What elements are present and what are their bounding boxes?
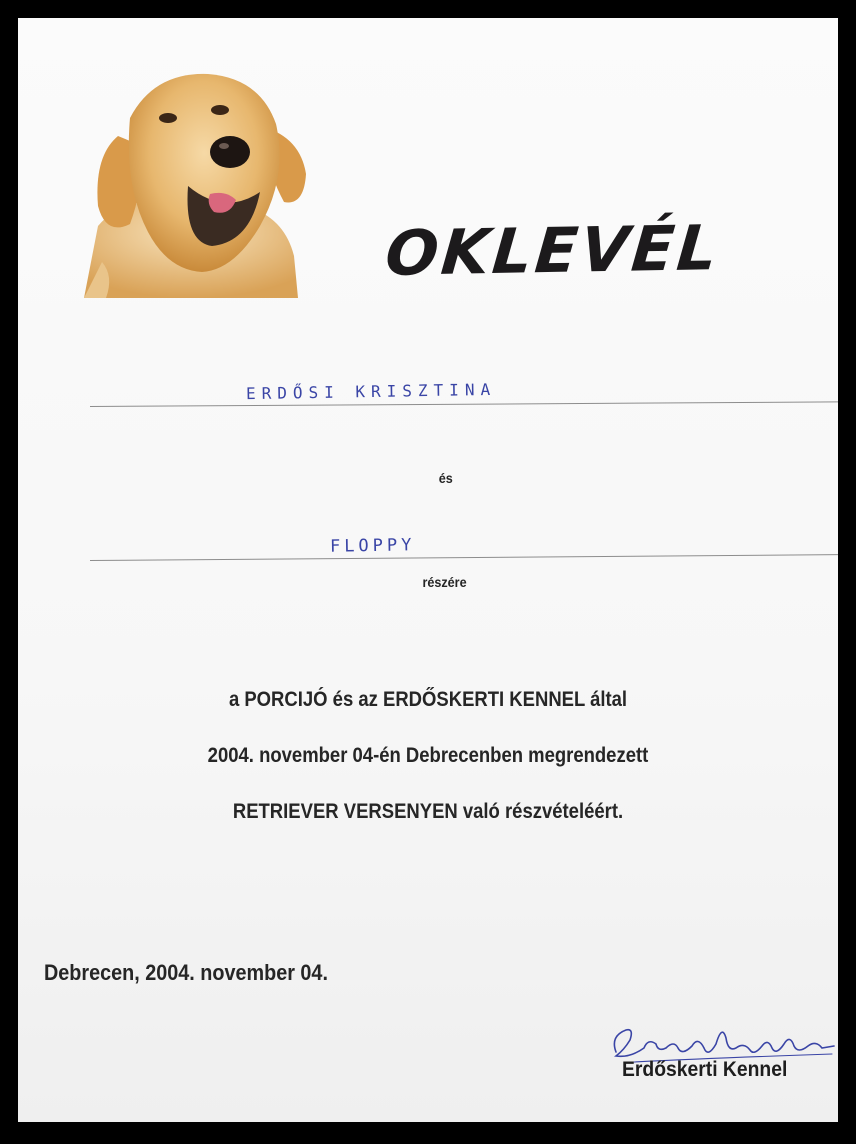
place-date: Debrecen, 2004. november 04. (44, 960, 328, 985)
dog-name-handwritten: FLOPPY (329, 535, 416, 557)
signer-name: Erdőskerti Kennel (622, 1058, 788, 1081)
conjunction-text: és (438, 470, 453, 486)
recipient-line (90, 401, 838, 407)
certificate-title: OKLEVÉL (382, 211, 723, 290)
body-line-1: a PORCIJÓ és az ERDŐSKERTI KENNEL által (228, 688, 628, 711)
for-label: részére (422, 574, 467, 590)
golden-retriever-photo (84, 66, 314, 298)
body-line-2: 2004. november 04-én Debrecenben megrendezett (207, 744, 649, 767)
recipient-name-handwritten: ERDŐSI KRISZTINA (245, 379, 497, 404)
certificate-page (18, 18, 838, 1122)
dog-name-line (90, 554, 838, 561)
body-line-3: RETRIEVER VERSENYEN való részvételéért. (232, 800, 624, 823)
